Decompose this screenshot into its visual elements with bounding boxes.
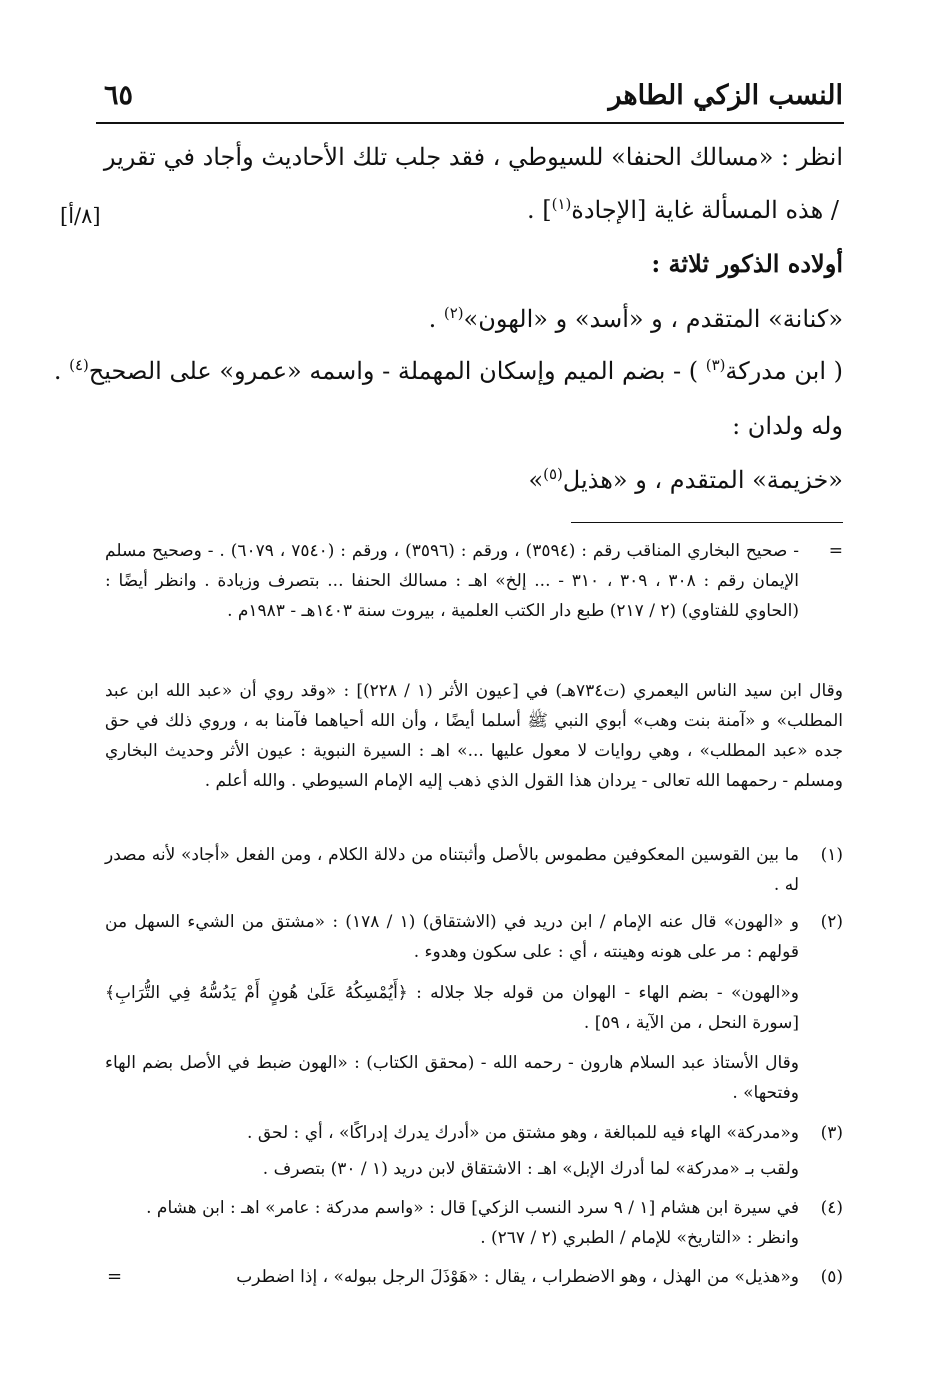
body-line-1: انظر : «مسالك الحنفا» للسيوطي ، فقد جلب تلك الأحاديث وأجاد في تقرير bbox=[103, 143, 843, 171]
footnote-1: ما بين القوسين المعكوفين مطموس بالأصل وأثبتناه من دلالة الكلام ، ومن الفعل «أجاد» لأنه مصدر له . bbox=[105, 845, 799, 895]
footnote-ref-2[interactable]: (٢) bbox=[443, 304, 464, 322]
body-line-3-text: «كنانة» المتقدم ، و «أسد» و «الهون» bbox=[463, 305, 843, 333]
footnote-ref-1[interactable]: (١) bbox=[551, 195, 572, 213]
footnote-4-a: في سيرة ابن هشام [١ / ٩ سرد النسب الزكي] قال : «واسم مدركة : عامر» اهـ : ابن هشام . bbox=[146, 1198, 799, 1218]
continuation-mark: = bbox=[828, 541, 843, 561]
footnote-2-c: وقال الأستاذ عبد السلام هارون - رحمه الله - (محقق الكتاب) : «الهون ضبط في الأصل بضم الهاء وفتحها» . bbox=[105, 1053, 799, 1103]
body-line-5: وله ولدان : bbox=[732, 412, 843, 440]
body-line-4 bbox=[54, 356, 843, 386]
body-line-6-end: » bbox=[528, 466, 544, 494]
body-line-2-end: ] . bbox=[527, 196, 552, 224]
header-rule bbox=[96, 122, 844, 124]
footnote-3-b: ولقب بـ «مدركة» لما أدرك الإبل» اهـ : الاشتقاق لابن دريد (١ / ٣٠) بتصرف . bbox=[262, 1159, 799, 1179]
running-title: النسب الزكي الطاهر bbox=[608, 80, 843, 111]
footnote-continuation-p1: - صحيح البخاري المناقب رقم : (٣٥٩٤) ، ورقم : (٣٥٩٦) ، ورقم : (٧٥٤٠ ، ٦٠٧٩) . - وصحيح مسلم الإيمان رقم : ٣٠٨ ، ٣٠٩ ، ٣١٠ - ... إلخ» اهـ : مسالك الحنفا ... بتصرف وزيادة . وانظر أيضًا : (الحاوي للفتاوي) (٢ / ٢١٧) طبع دار الكتب العلمية ، بيروت سنة ١٤٠٣هـ - ١٩٨٣م . bbox=[105, 541, 800, 621]
footnote-ref-5[interactable]: (٥) bbox=[543, 465, 563, 483]
body-line-2-text: / هذه المسألة غاية [الإجادة bbox=[571, 196, 839, 224]
footnote-2-number: (٢) bbox=[820, 912, 843, 932]
body-line-3-end: . bbox=[428, 305, 444, 333]
footnote-1-number: (١) bbox=[820, 845, 843, 865]
body-line-6 bbox=[528, 465, 843, 495]
body-line-4-b: ) - بضم الميم وإسكان المهملة - واسمه «عمرو» على الصحيح bbox=[88, 357, 706, 385]
footnote-2-a: و «الهون» قال عنه الإمام / ابن دريد في (الاشتقاق) (١ / ١٧٨) : «مشتق من الشيء السهل من قولهم : مر على هونه وهينته ، أي : على سكون وهدوء . bbox=[105, 912, 799, 962]
footnote-3-number: (٣) bbox=[820, 1123, 843, 1143]
body-line-4-end: . bbox=[53, 357, 70, 385]
footnote-5: و«هذيل» من الهذل ، وهو الاضطراب ، يقال : «هَوْذَلَ الرجل ببوله» ، إذا اضطرب bbox=[236, 1267, 799, 1287]
footnote-5-continuation-mark: = bbox=[107, 1266, 123, 1287]
section-heading: أولاده الذكور ثلاثة : bbox=[651, 249, 843, 278]
footnote-continuation-p2: وقال ابن سيد الناس اليعمري (ت٧٣٤هـ) في [عيون الأثر (١ / ٢٢٨)] : «وقد روي أن «عبد الله ابن عبد المطلب» و «آمنة بنت وهب» أبوي النبي ﷺ أسلما أيضًا ، وأن الله أحياهما فآمنا به ، وروي ذلك في حق جده «عبد المطلب» ، وهي روايات لا معول عليها ...» اهـ : السيرة النبوية : عيون الأثر وحديث البخاري ومسلم - رحمهما الله تعالى - يردان هذا القول الذي ذهب إليه الإمام السيوطي . والله أعلم . bbox=[105, 681, 843, 791]
page-number: ٦٥ bbox=[104, 80, 134, 111]
body-line-6-text: «خزيمة» المتقدم ، و «هذيل bbox=[562, 466, 843, 494]
margin-folio-reference: [٨/أ] bbox=[60, 204, 101, 228]
body-line-4-a: ( ابن مدركة bbox=[725, 357, 843, 385]
footnote-ref-4[interactable]: (٤) bbox=[69, 356, 89, 374]
body-line-3 bbox=[429, 304, 843, 334]
body-line-2 bbox=[527, 195, 839, 225]
footnote-4-b: وانظر : «التاريخ» للإمام / الطبري (٢ / ٢٦٧) . bbox=[480, 1228, 799, 1248]
footnote-5-number: (٥) bbox=[820, 1267, 843, 1287]
footnote-4-number: (٤) bbox=[820, 1198, 843, 1218]
footnote-2-b: و«الهون» - بضم الهاء - الهوان من قوله جلا جلاله : ﴿أَيُمْسِكُهُ عَلَىٰ هُونٍ أَمْ يَدُسُّهُ فِي التُّرَابِ﴾ [سورة النحل ، من الآية ، ٥٩] . bbox=[105, 983, 799, 1033]
footnote-ref-3[interactable]: (٣) bbox=[705, 356, 726, 374]
footnote-3-a: و«مدركة» الهاء فيه للمبالغة ، وهو مشتق من «أدرك يدرك إدراكًا» ، أي : لحق . bbox=[247, 1123, 799, 1143]
footnote-separator bbox=[571, 522, 843, 523]
